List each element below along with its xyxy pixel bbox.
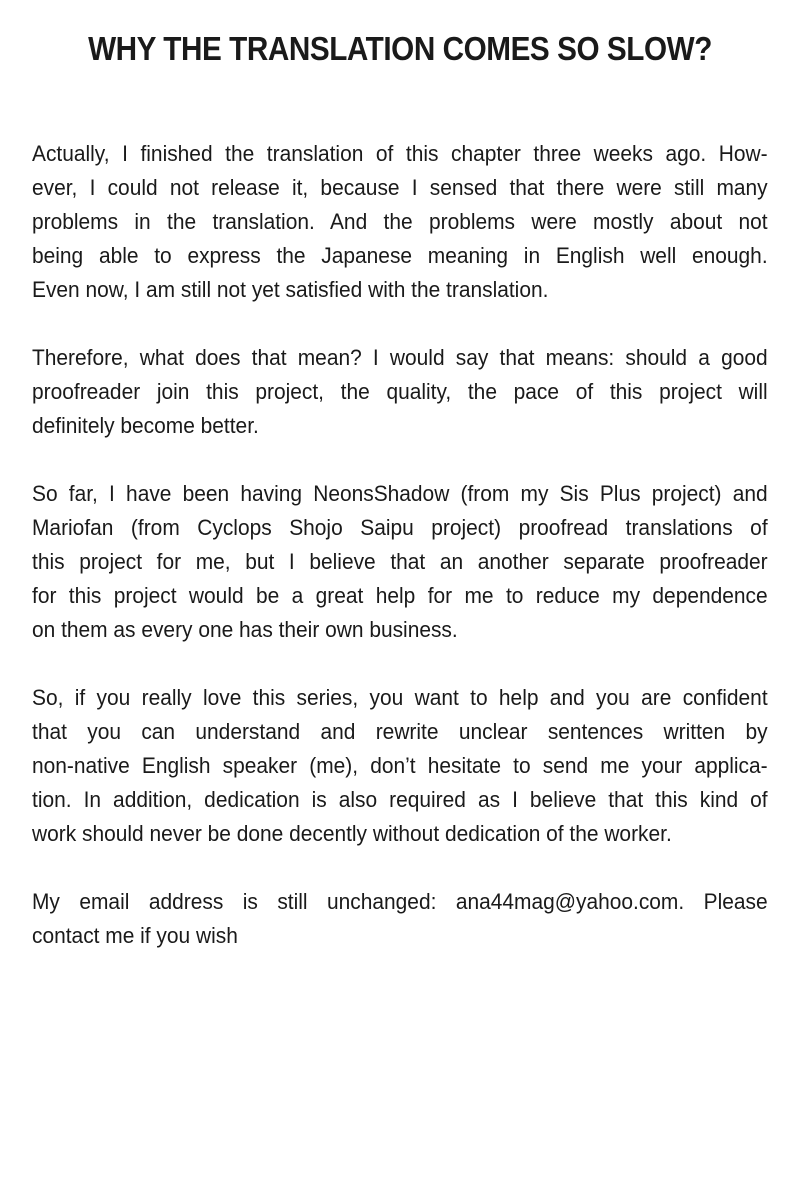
text-line: Even now, I am still not yet satisfied with the translation. <box>32 277 549 302</box>
text-line: contact me if you wish <box>32 923 238 948</box>
text-line: tion. In addition, dedication is also required as I believe that this kind of <box>32 787 768 812</box>
text-line: So, if you really love this series, you want to help and you are confident <box>32 685 768 710</box>
text-line: ever, I could not release it, because I sensed that there were still many <box>32 175 768 200</box>
text-line: So far, I have been having NeonsShadow (from my Sis Plus project) and <box>32 481 768 506</box>
text-line: problems in the translation. And the problems were mostly about not <box>32 209 768 234</box>
text-line: My email address is still unchanged: ana44mag@yahoo.com. Please <box>32 889 768 914</box>
page-title: WHY THE TRANSLATION COMES SO SLOW? <box>88 30 712 67</box>
paragraph-5 <box>32 885 768 953</box>
paragraph-3 <box>32 477 768 647</box>
text-line: Therefore, what does that mean? I would say that means: should a good <box>32 345 768 370</box>
paragraph-2 <box>32 341 768 443</box>
text-line: for this project would be a great help for me to reduce my dependence <box>32 583 768 608</box>
text-line: non-native English speaker (me), don’t hesitate to send me your applica- <box>32 753 768 778</box>
text-line: proofreader join this project, the quality, the pace of this project will <box>32 379 768 404</box>
paragraph-4 <box>32 681 768 851</box>
text-line: this project for me, but I believe that an another separate proofreader <box>32 549 768 574</box>
text-line: being able to express the Japanese meaning in English well enough. <box>32 243 768 268</box>
text-line: definitely become better. <box>32 413 259 438</box>
text-line: work should never be done decently without dedication of the worker. <box>32 821 672 846</box>
text-line: on them as every one has their own business. <box>32 617 458 642</box>
text-line: that you can understand and rewrite unclear sentences written by <box>32 719 768 744</box>
body-text <box>32 137 768 987</box>
paragraph-1 <box>32 137 768 307</box>
text-line: Actually, I finished the translation of this chapter three weeks ago. How- <box>32 141 768 166</box>
text-line: Mariofan (from Cyclops Shojo Saipu project) proofread translations of <box>32 515 768 540</box>
